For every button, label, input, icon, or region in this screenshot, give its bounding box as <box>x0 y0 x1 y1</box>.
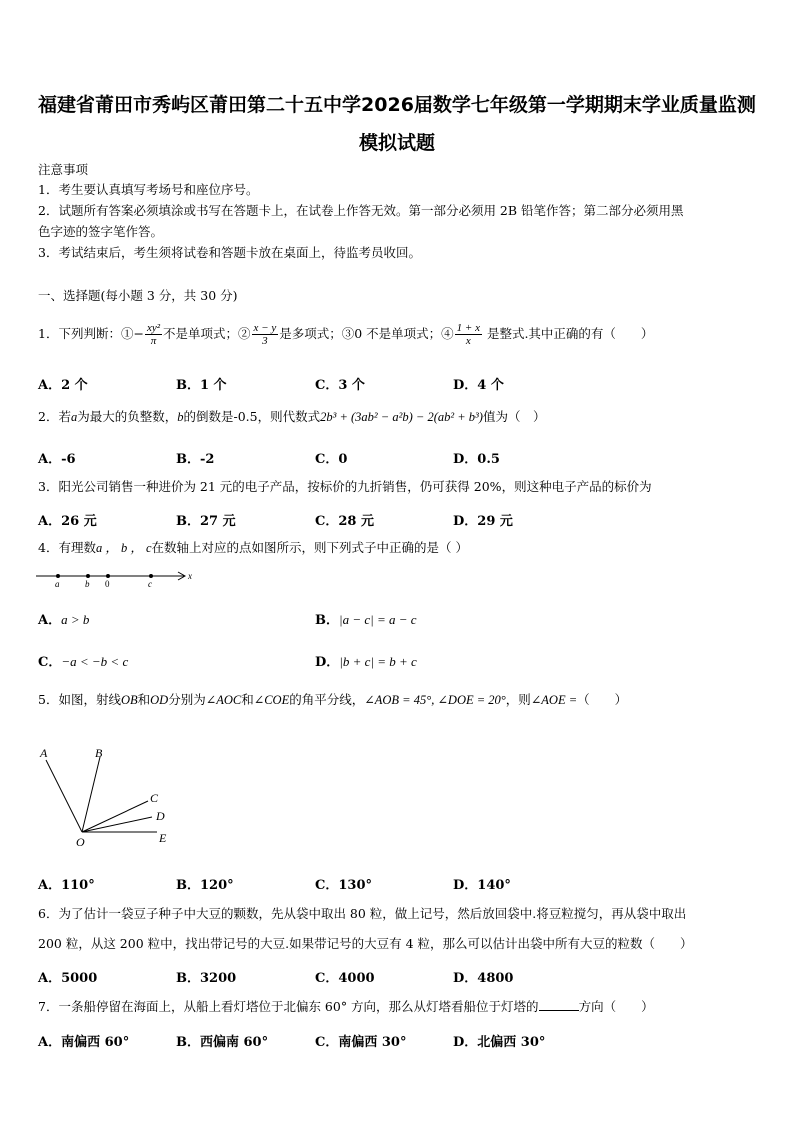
notice-item: 1．考生要认真填写考场号和座位序号。 <box>38 182 259 197</box>
question-2: 2．若a为最大的负整数，b的倒数是-0.5，则代数式2b³ + (3ab² − a²b) − 2(ab² + b³)值为（ ） <box>38 409 546 424</box>
figure-label-d: D <box>156 809 165 823</box>
q3-option-c: C．28 元 <box>315 514 374 529</box>
figure-label-o: O <box>76 835 85 849</box>
q3-option-a: A．26 元 <box>38 514 97 529</box>
q7-option-d: D．北偏西 30° <box>453 1035 546 1050</box>
fraction-1: $\frac{\text{xy²}}{\pi}$ <box>146 322 161 347</box>
q6-option-a: A．5000 <box>38 971 98 986</box>
q5-option-a: A．110° <box>38 878 95 893</box>
question-4: 4．有理数a ， b ， c在数轴上对应的点如图所示，则下列式子中正确的是（ ） <box>38 540 468 555</box>
q4-option-d: D．|b + c| = b + c <box>315 654 417 670</box>
notice-heading: 注意事项 <box>38 162 89 177</box>
axis-label-x: x <box>188 571 192 581</box>
q7-option-c: C．南偏西 30° <box>315 1035 407 1050</box>
q6-option-b: B．3200 <box>176 971 237 986</box>
q4-option-b: B．|a − c| = a − c <box>315 612 417 628</box>
q2-option-d: D．0.5 <box>453 452 500 467</box>
q2-option-b: B．-2 <box>176 452 215 467</box>
fraction-4: $\frac{1 + x}{x}$ <box>456 322 480 347</box>
figure-label-b: B <box>95 746 103 760</box>
q1-option-d: D．4 个 <box>453 378 504 393</box>
figure-label-e: E <box>159 831 167 845</box>
answer-blank <box>539 1000 579 1011</box>
angle-figure <box>36 742 176 852</box>
axis-label-c: c <box>148 579 152 589</box>
q5-option-c: C．130° <box>315 878 372 893</box>
q5-option-d: D．140° <box>453 878 511 893</box>
section-heading: 一、选择题(每小题 3 分，共 30 分) <box>38 288 238 303</box>
q7-option-b: B．西偏南 60° <box>176 1035 269 1050</box>
q2-option-a: A．-6 <box>38 452 76 467</box>
exam-title-line2: 模拟试题 <box>358 132 435 154</box>
number-line-figure <box>34 566 198 590</box>
algebraic-expression: 2b³ + (3ab² − a²b) − 2(ab² + b³) <box>320 410 483 424</box>
question-7: 7．一条船停留在海面上，从船上看灯塔位于北偏东 60° 方向，那么从灯塔看船位于灯塔的 方向（ ） <box>38 999 654 1014</box>
q4-option-c: C．−a < −b < c <box>38 654 129 670</box>
q5-option-b: B．120° <box>176 878 234 893</box>
q7-option-a: A．南偏西 60° <box>38 1035 130 1050</box>
question-6-line2: 200 粒，从这 200 粒中，找出带记号的大豆.如果带记号的大豆有 4 粒，那么可以估计出袋中所有大豆的粒数（ ） <box>38 936 693 951</box>
question-6-line1: 6．为了估计一袋豆子种子中大豆的颗数，先从袋中取出 80 粒，做上记号，然后放回袋中.将豆粒搅匀，再从袋中取出 <box>38 906 687 921</box>
fraction-2: $\frac{x - y}{3}$ <box>253 322 277 347</box>
axis-label-b: b <box>85 579 90 589</box>
notice-item: 2．试题所有答案必须填涂或书写在答题卡上，在试卷上作答无效。第一部分必须用 2B 铅笔作答；第二部分必须用黑 <box>38 203 684 218</box>
q1-option-c: C．3 个 <box>315 378 365 393</box>
notice-item: 色字迹的签字笔作答。 <box>38 224 164 239</box>
question-1: 1．下列判断：①− $\frac{\text{xy²}}{\pi}$ 不是单项式；② $\frac{x - y}{3}$ 是多项式；③0 不是单项式；④ $\frac{1 + x}{x}$ 是整式.其中正确的有（ ） <box>38 322 654 347</box>
figure-label-c: C <box>150 791 159 805</box>
exam-title-line1: 福建省莆田市秀屿区莆田第二十五中学2026届数学七年级第一学期期末学业质量监测 <box>38 94 756 116</box>
q6-option-d: D．4800 <box>453 971 514 986</box>
question-5: 5．如图，射线OB和OD分别为∠AOC和∠COE的角平分线，∠AOB = 45°, ∠DOE = 20°，则∠AOE =（ ） <box>38 692 628 707</box>
q4-option-a: A．a > b <box>38 612 90 628</box>
q3-option-d: D．29 元 <box>453 514 513 529</box>
q6-option-c: C．4000 <box>315 971 375 986</box>
q1-option-b: B．1 个 <box>176 378 227 393</box>
q2-option-c: C．0 <box>315 452 348 467</box>
question-3: 3．阳光公司销售一种进价为 21 元的电子产品，按标价的九折销售，仍可获得 20%，则这种电子产品的标价为 <box>38 479 652 494</box>
axis-label-a: a <box>55 579 60 589</box>
q1-option-a: A．2 个 <box>38 378 88 393</box>
q3-option-b: B．27 元 <box>176 514 236 529</box>
axis-label-zero: 0 <box>105 579 110 589</box>
figure-label-a: A <box>40 746 48 760</box>
notice-item: 3．考试结束后，考生须将试卷和答题卡放在桌面上，待监考员收回。 <box>38 245 421 260</box>
